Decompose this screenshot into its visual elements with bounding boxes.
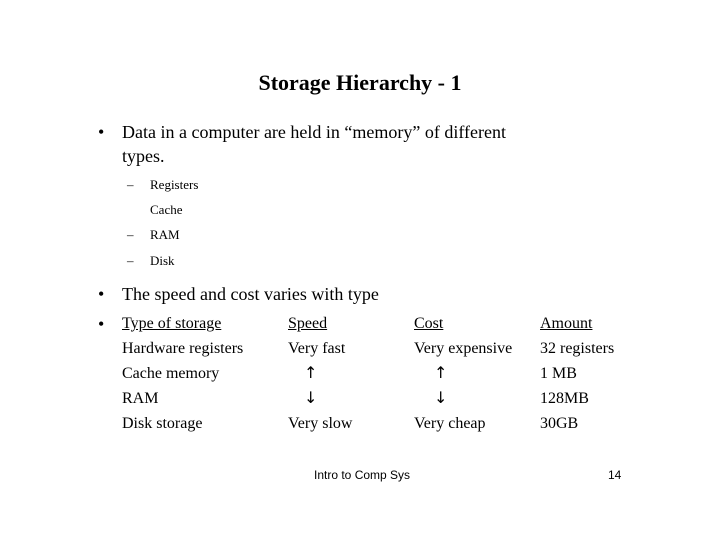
table-cell: Very cheap <box>414 415 486 432</box>
table-cell: Disk storage <box>122 415 203 432</box>
arrow-down-icon: ↓ <box>434 388 448 407</box>
sub-dash: – <box>127 253 134 268</box>
table-cell: Very fast <box>288 340 346 357</box>
footer-page-number: 14 <box>608 468 622 482</box>
bullet-dot: • <box>98 314 105 334</box>
sub-dash: – <box>127 227 134 242</box>
table-cell: Cache memory <box>122 365 220 382</box>
table-cell: 128MB <box>540 390 589 407</box>
slide-title: Storage Hierarchy - 1 <box>258 70 462 95</box>
table-cell: RAM <box>122 390 159 407</box>
table-header-amount: Amount <box>540 315 593 332</box>
bullet-dot: • <box>98 284 105 304</box>
table-cell: 30GB <box>540 415 579 432</box>
sub-item-label: Cache <box>150 202 183 217</box>
arrow-up-icon: ↑ <box>304 363 318 382</box>
table-header-cost: Cost <box>414 315 444 332</box>
bullet-text: The speed and cost varies with type <box>122 284 379 304</box>
table-cell: 1 MB <box>540 365 577 382</box>
sub-dash: – <box>127 177 134 192</box>
table-cell: Very slow <box>288 415 353 432</box>
table-header-speed: Speed <box>288 315 328 332</box>
table-header-type: Type of storage <box>122 315 222 332</box>
table-cell: 32 registers <box>540 340 615 357</box>
arrow-up-icon: ↑ <box>434 363 448 382</box>
table-cell: Very expensive <box>414 340 513 357</box>
sub-item-label: Disk <box>150 253 175 268</box>
bullet-dot: • <box>98 122 105 142</box>
bullet-text-line2: types. <box>122 146 165 166</box>
footer-course-name: Intro to Comp Sys <box>314 468 411 482</box>
table-cell: Hardware registers <box>122 340 244 357</box>
sub-item-label: Registers <box>150 177 199 192</box>
sub-item-label: RAM <box>150 227 180 242</box>
arrow-down-icon: ↓ <box>304 388 318 407</box>
bullet-text-line1: Data in a computer are held in “memory” of different <box>122 122 507 142</box>
